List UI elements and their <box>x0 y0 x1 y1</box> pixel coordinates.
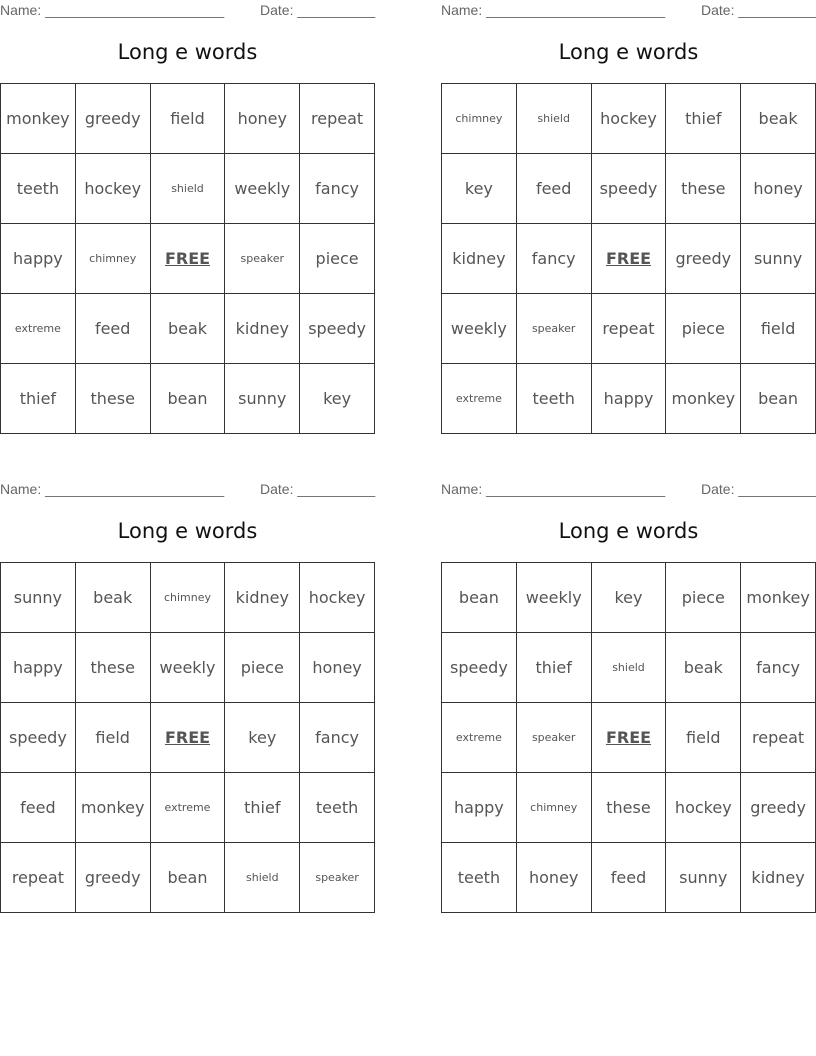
bingo-cell[interactable]: kidney <box>741 843 816 913</box>
bingo-cell[interactable]: key <box>225 703 300 773</box>
bingo-cell[interactable]: piece <box>666 294 741 364</box>
bingo-cell[interactable]: kidney <box>225 563 300 633</box>
bingo-cell[interactable]: weekly <box>517 563 592 633</box>
bingo-cell[interactable]: monkey <box>76 773 151 843</box>
bingo-cell[interactable]: field <box>666 703 741 773</box>
name-field[interactable]: Name: _______________________ <box>0 2 225 18</box>
bingo-cell[interactable]: repeat <box>741 703 816 773</box>
bingo-cell[interactable]: feed <box>76 294 151 364</box>
bingo-cell[interactable]: shield <box>517 84 592 154</box>
bingo-cell[interactable]: sunny <box>666 843 741 913</box>
bingo-cell[interactable]: happy <box>1 633 76 703</box>
bingo-cell[interactable]: beak <box>666 633 741 703</box>
bingo-cell[interactable]: teeth <box>1 154 76 224</box>
bingo-cell[interactable]: shield <box>151 154 226 224</box>
bingo-cell[interactable]: teeth <box>300 773 375 843</box>
bingo-cell[interactable]: feed <box>1 773 76 843</box>
bingo-cell[interactable]: hockey <box>76 154 151 224</box>
bingo-cell[interactable]: kidney <box>225 294 300 364</box>
bingo-cell[interactable]: greedy <box>741 773 816 843</box>
bingo-cell[interactable]: fancy <box>300 703 375 773</box>
bingo-cell[interactable]: piece <box>225 633 300 703</box>
date-field[interactable]: Date: __________ <box>701 2 816 18</box>
card-title: Long e words <box>117 519 258 543</box>
bingo-cell[interactable]: extreme <box>442 364 517 434</box>
bingo-cell[interactable]: these <box>592 773 667 843</box>
bingo-cell[interactable]: happy <box>1 224 76 294</box>
bingo-cell[interactable]: key <box>592 563 667 633</box>
free-space[interactable]: FREE <box>592 224 667 294</box>
name-field[interactable]: Name: _______________________ <box>441 481 666 497</box>
bingo-cell[interactable]: repeat <box>300 84 375 154</box>
bingo-grid <box>0 83 375 434</box>
free-space[interactable]: FREE <box>151 703 226 773</box>
bingo-cell[interactable]: thief <box>225 773 300 843</box>
date-field[interactable]: Date: __________ <box>260 481 376 497</box>
bingo-cell[interactable]: teeth <box>442 843 517 913</box>
bingo-cell[interactable]: extreme <box>151 773 226 843</box>
bingo-cell[interactable]: happy <box>592 364 667 434</box>
bingo-cell[interactable]: speedy <box>442 633 517 703</box>
date-field[interactable]: Date: __________ <box>701 481 816 497</box>
bingo-cell[interactable]: speaker <box>517 703 592 773</box>
bingo-cell[interactable]: speedy <box>1 703 76 773</box>
bingo-cell[interactable]: chimney <box>442 84 517 154</box>
bingo-cell[interactable]: weekly <box>225 154 300 224</box>
bingo-cell[interactable]: speaker <box>300 843 375 913</box>
bingo-cell[interactable]: honey <box>517 843 592 913</box>
bingo-cell[interactable]: honey <box>225 84 300 154</box>
bingo-cell[interactable]: weekly <box>442 294 517 364</box>
bingo-cell[interactable]: bean <box>741 364 816 434</box>
bingo-cell[interactable]: thief <box>666 84 741 154</box>
bingo-cell[interactable]: these <box>666 154 741 224</box>
bingo-cell[interactable]: speedy <box>592 154 667 224</box>
bingo-cell[interactable]: shield <box>592 633 667 703</box>
bingo-cell[interactable]: greedy <box>666 224 741 294</box>
bingo-grid <box>441 562 816 913</box>
bingo-cell[interactable]: these <box>76 364 151 434</box>
bingo-cell[interactable]: thief <box>517 633 592 703</box>
bingo-cell[interactable]: sunny <box>1 563 76 633</box>
bingo-cell[interactable]: extreme <box>442 703 517 773</box>
bingo-cell[interactable]: beak <box>76 563 151 633</box>
bingo-cell[interactable]: key <box>300 364 375 434</box>
header-fields <box>441 2 816 20</box>
bingo-cell[interactable]: beak <box>741 84 816 154</box>
bingo-cell[interactable]: speaker <box>225 224 300 294</box>
bingo-cell[interactable]: chimney <box>517 773 592 843</box>
free-space[interactable]: FREE <box>151 224 226 294</box>
bingo-cell[interactable]: teeth <box>517 364 592 434</box>
bingo-cell[interactable]: repeat <box>592 294 667 364</box>
bingo-cell[interactable]: thief <box>1 364 76 434</box>
card-title: Long e words <box>558 519 699 543</box>
bingo-cell[interactable]: happy <box>442 773 517 843</box>
free-space[interactable]: FREE <box>592 703 667 773</box>
bingo-cell[interactable]: weekly <box>151 633 226 703</box>
header-fields <box>0 2 375 20</box>
bingo-cell[interactable]: bean <box>442 563 517 633</box>
bingo-cell[interactable]: hockey <box>666 773 741 843</box>
bingo-cell[interactable]: speaker <box>517 294 592 364</box>
bingo-cell[interactable]: field <box>741 294 816 364</box>
bingo-cell[interactable]: shield <box>225 843 300 913</box>
card-title: Long e words <box>117 40 258 64</box>
bingo-cell[interactable]: repeat <box>1 843 76 913</box>
bingo-cell[interactable]: monkey <box>741 563 816 633</box>
bingo-cell[interactable]: speedy <box>300 294 375 364</box>
bingo-cell[interactable]: feed <box>517 154 592 224</box>
bingo-cell[interactable]: greedy <box>76 843 151 913</box>
bingo-cell[interactable]: monkey <box>666 364 741 434</box>
bingo-cell[interactable]: fancy <box>741 633 816 703</box>
bingo-cell[interactable]: greedy <box>76 84 151 154</box>
bingo-cell[interactable]: chimney <box>151 563 226 633</box>
bingo-cell[interactable]: honey <box>300 633 375 703</box>
bingo-cell[interactable]: piece <box>666 563 741 633</box>
date-field[interactable]: Date: __________ <box>260 2 376 18</box>
card-title: Long e words <box>558 40 699 64</box>
bingo-cell[interactable]: monkey <box>1 84 76 154</box>
name-field[interactable]: Name: _______________________ <box>441 2 666 18</box>
bingo-cell[interactable]: beak <box>151 294 226 364</box>
bingo-cell[interactable]: bean <box>151 843 226 913</box>
bingo-cell[interactable]: fancy <box>517 224 592 294</box>
header-fields <box>441 481 816 499</box>
bingo-cell[interactable]: these <box>76 633 151 703</box>
bingo-cell[interactable]: feed <box>592 843 667 913</box>
bingo-cell[interactable]: chimney <box>76 224 151 294</box>
bingo-grid <box>441 83 816 434</box>
bingo-cell[interactable]: hockey <box>300 563 375 633</box>
bingo-cell[interactable]: kidney <box>442 224 517 294</box>
header-fields <box>0 481 375 499</box>
bingo-cell[interactable]: field <box>151 84 226 154</box>
bingo-cell[interactable]: piece <box>300 224 375 294</box>
bingo-cell[interactable]: sunny <box>741 224 816 294</box>
bingo-cell[interactable]: key <box>442 154 517 224</box>
name-field[interactable]: Name: _______________________ <box>0 481 225 497</box>
bingo-cell[interactable]: bean <box>151 364 226 434</box>
bingo-cell[interactable]: field <box>76 703 151 773</box>
bingo-cell[interactable]: extreme <box>1 294 76 364</box>
bingo-grid <box>0 562 375 913</box>
bingo-cell[interactable]: honey <box>741 154 816 224</box>
bingo-cell[interactable]: fancy <box>300 154 375 224</box>
bingo-cell[interactable]: hockey <box>592 84 667 154</box>
bingo-cell[interactable]: sunny <box>225 364 300 434</box>
